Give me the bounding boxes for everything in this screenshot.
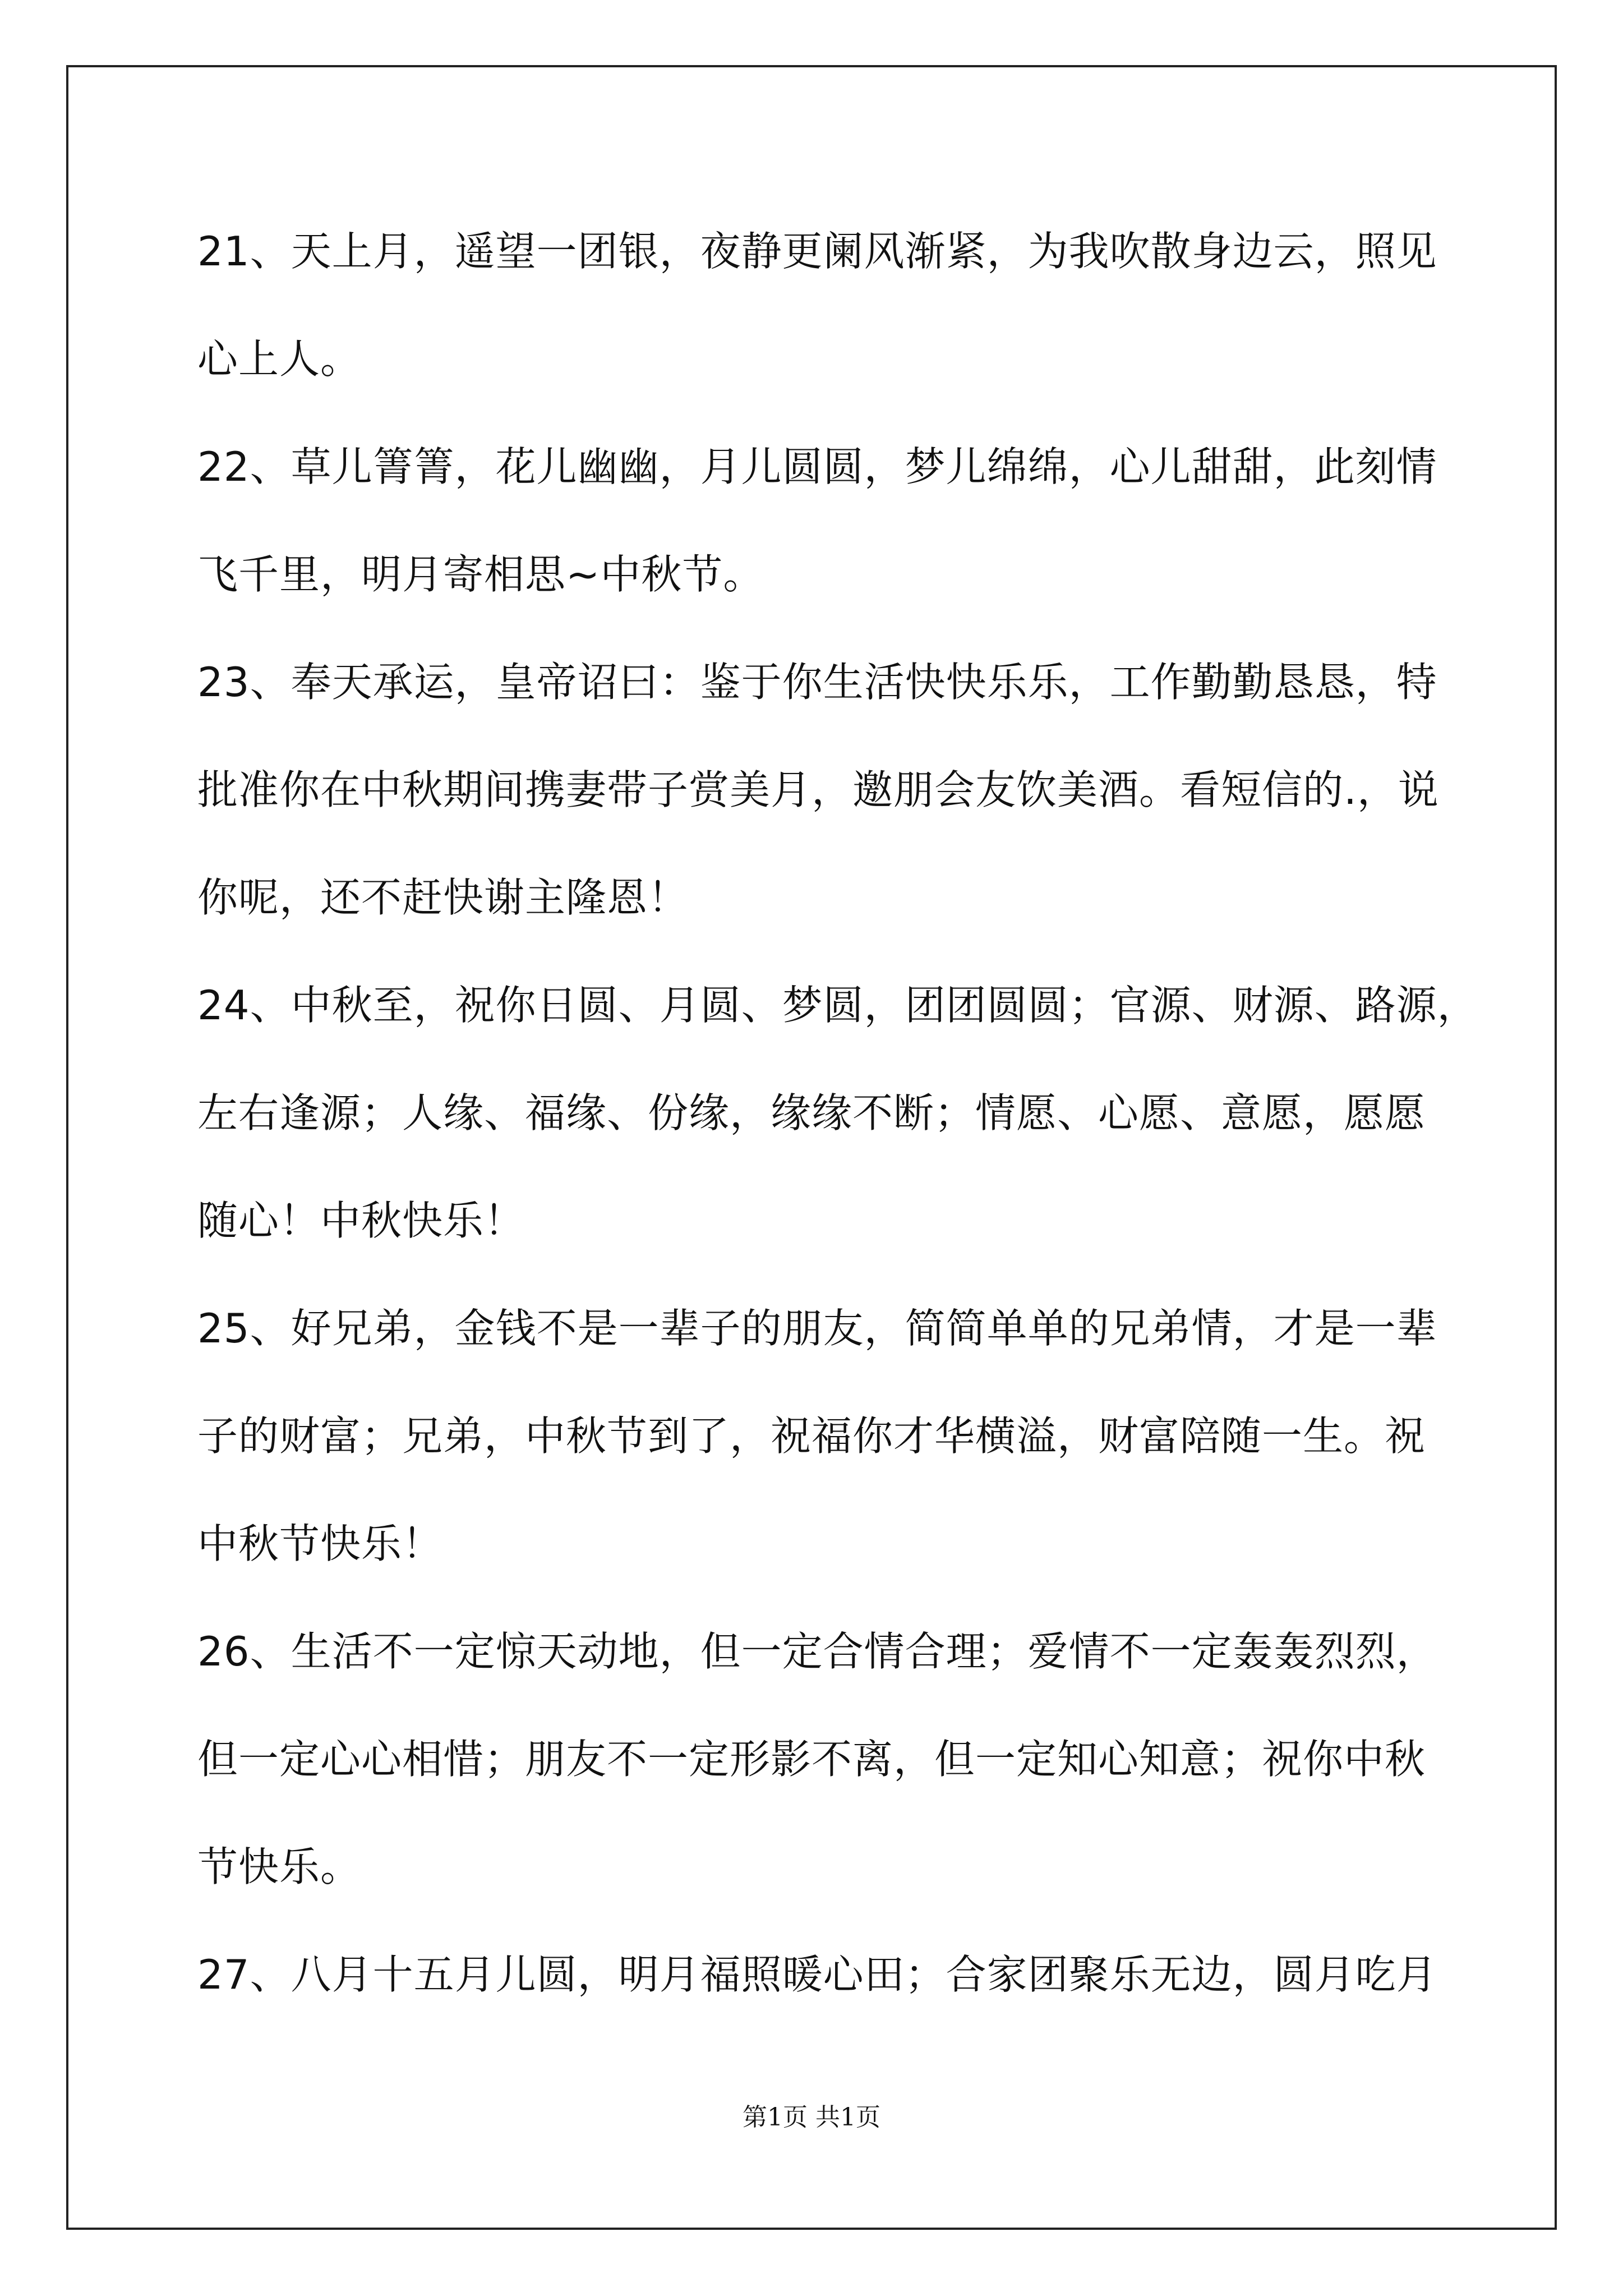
- text-line: 但一定心心相惜；朋友不一定形影不离，但一定知心知意；祝你中秋: [197, 1736, 1426, 1783]
- text-line: 25、好兄弟，金钱不是一辈子的朋友，简简单单的兄弟情，才是一辈: [197, 1305, 1437, 1352]
- text-line: 中秋节快乐！: [197, 1520, 444, 1567]
- paragraph-21: [197, 218, 1448, 433]
- document-body: [197, 218, 1478, 2049]
- text-line: 飞千里，明月寄相思~中秋节。: [197, 551, 764, 598]
- text-line: 24、中秋至，祝你日圆、月圆、梦圆，团团圆圆；官源、财源、路源，: [197, 982, 1478, 1029]
- text-line: 你呢，还不赶快谢主隆恩！: [197, 874, 689, 921]
- paragraph-27: [197, 1941, 1448, 2049]
- paragraph-26: [197, 1618, 1448, 1941]
- text-line: 26、生活不一定惊天动地，但一定合情合理；爱情不一定轰轰烈烈，: [197, 1628, 1437, 1675]
- text-line: 节快乐。: [197, 1843, 362, 1890]
- text-line: 21、天上月，遥望一团银，夜静更阑风渐紧，为我吹散身边云，照见: [197, 228, 1437, 275]
- text-line: 27、八月十五月儿圆，明月福照暖心田；合家团聚乐无边，圆月吃月: [197, 1951, 1437, 1998]
- text-line: 子的财富；兄弟，中秋节到了，祝福你才华横溢，财富陪随一生。祝: [197, 1412, 1426, 1460]
- paragraph-22: [197, 433, 1448, 648]
- text-line: 随心！中秋快乐！: [197, 1197, 525, 1244]
- text-line: 左右逢源；人缘、福缘、份缘，缘缘不断；情愿、心愿、意愿，愿愿: [197, 1089, 1426, 1137]
- text-line: 心上人。: [197, 335, 362, 383]
- page-footer: [0, 2097, 1623, 2133]
- text-line: 22、草儿箐箐，花儿幽幽，月儿圆圆，梦儿绵绵，心儿甜甜，此刻情: [197, 443, 1437, 490]
- text-line: 23、奉天承运，皇帝诏曰：鉴于你生活快快乐乐，工作勤勤恳恳，特: [197, 659, 1437, 706]
- text-line: 批准你在中秋期间携妻带子赏美月，邀朋会友饮美酒。看短信的.，说: [197, 766, 1439, 813]
- paragraph-23: [197, 648, 1448, 972]
- page-number: 第1页 共1页: [743, 2103, 880, 2132]
- paragraph-24: [197, 972, 1478, 1295]
- paragraph-25: [197, 1295, 1448, 1618]
